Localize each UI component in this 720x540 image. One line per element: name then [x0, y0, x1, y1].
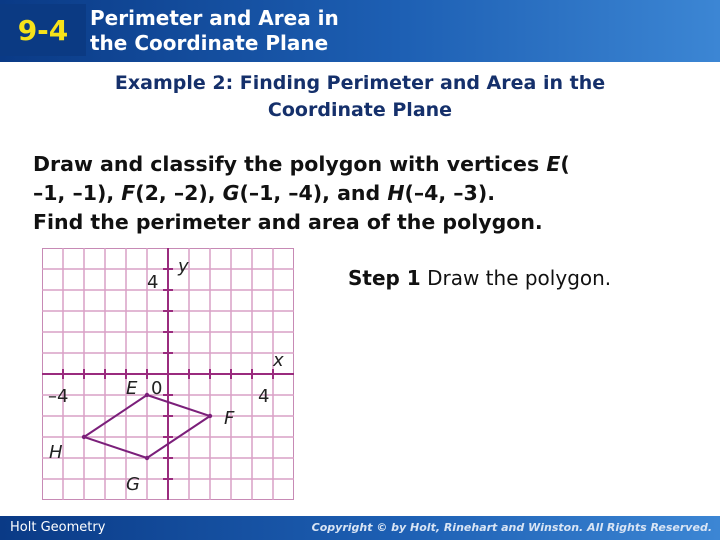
example-heading-line2: Coordinate Plane	[267, 99, 453, 121]
vertex-label-g: G	[126, 474, 140, 495]
footer-bar	[0, 516, 720, 540]
vertex-label-e: E	[126, 378, 138, 399]
vertex-point-g	[145, 456, 149, 460]
lesson-title-line1: Perimeter and Area in	[90, 6, 339, 30]
problem-line1-text: Draw and classify the polygon with vertices	[33, 152, 547, 176]
footer-course: Holt Geometry	[10, 520, 106, 535]
step-text: Draw the polygon.	[420, 266, 612, 290]
tick-label-y-4: 4	[147, 272, 159, 293]
step-label: Step 1	[348, 266, 421, 290]
vertex-g-name: G	[222, 181, 240, 205]
problem-line2	[33, 179, 693, 208]
problem-line1-end: (	[560, 152, 570, 176]
lesson-title-line2: the Coordinate Plane	[90, 31, 329, 55]
vertex-h-name: H	[387, 181, 405, 205]
tick-label-x-4: 4	[258, 386, 270, 407]
lesson-badge: 9-4	[0, 4, 86, 56]
problem-line1	[33, 150, 693, 179]
lesson-title	[90, 6, 339, 56]
problem-g-coords: (–1, –4), and	[239, 181, 388, 205]
vertex-f-name: F	[121, 181, 136, 205]
example-heading-line1: Example 2: Finding Perimeter and Area in the	[114, 72, 606, 94]
problem-line2-start: –1, –1),	[33, 181, 122, 205]
step-instruction	[348, 266, 611, 290]
problem-statement	[33, 150, 693, 237]
vertex-point-f	[208, 414, 212, 418]
vertex-point-e	[145, 393, 149, 397]
problem-line3: Find the perimeter and area of the polygon.	[33, 210, 543, 234]
y-axis-label: y	[178, 256, 189, 277]
header-bar	[0, 0, 720, 62]
vertex-label-f: F	[224, 408, 235, 429]
footer-copyright: Copyright © by Holt, Rinehart and Winston. All Rights Reserved.	[311, 521, 712, 534]
example-heading	[0, 70, 720, 124]
vertex-point-h	[82, 435, 86, 439]
problem-h-coords: (–4, –3).	[404, 181, 495, 205]
tick-label-x-neg4: –4	[48, 386, 69, 407]
vertex-e-name: E	[546, 152, 561, 176]
coordinate-graph	[42, 248, 294, 500]
x-axis-label: x	[273, 350, 284, 371]
vertex-label-h: H	[49, 442, 63, 463]
problem-f-coords: (2, –2),	[135, 181, 223, 205]
origin-label: 0	[151, 378, 163, 399]
